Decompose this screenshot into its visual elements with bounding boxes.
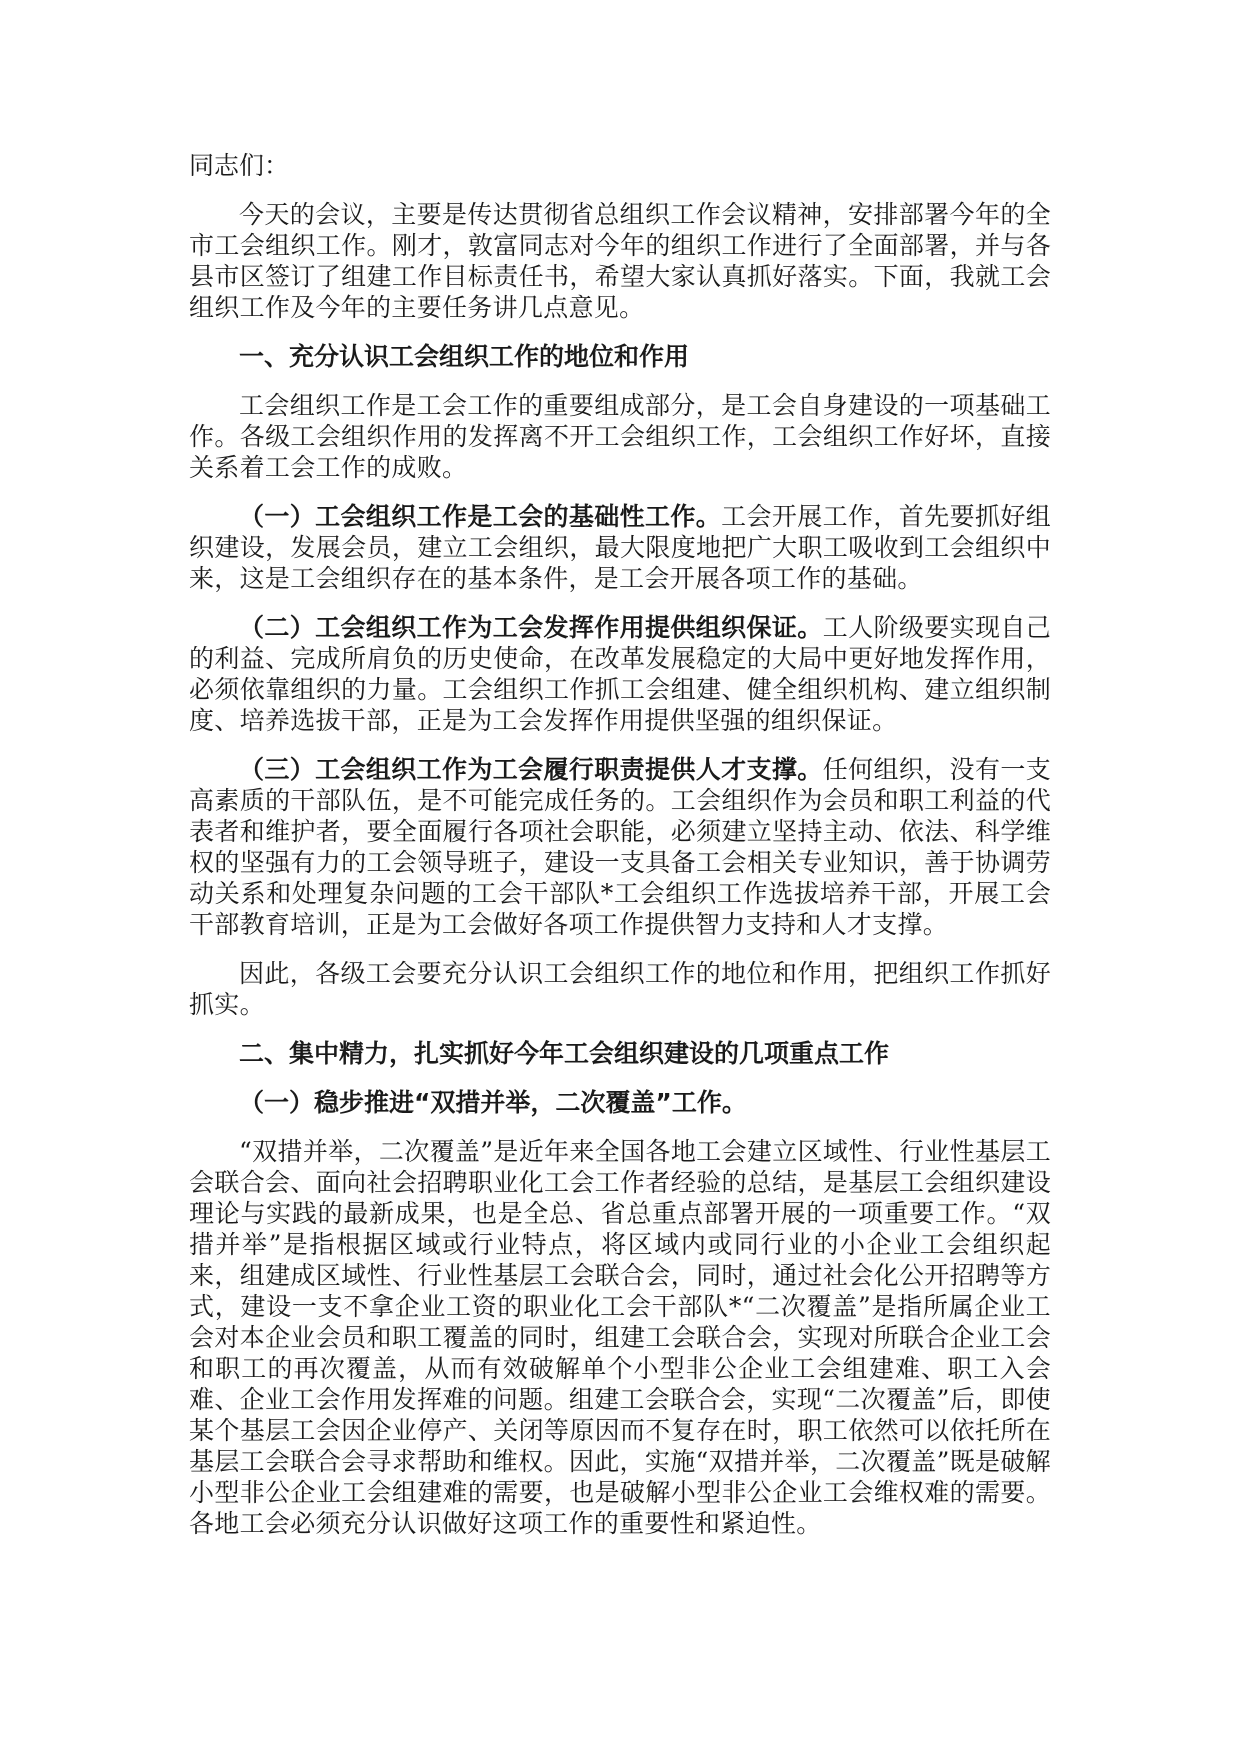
section-1-paragraph: 工会组织工作是工会工作的重要组成部分，是工会自身建设的一项基础工作。各级工会组织作用的发挥离不开工会组织工作，工会组织工作好坏，直接关系着工会工作的成败。	[189, 391, 1051, 482]
item-2-lead: （二）工会组织工作为工会发挥作用提供组织保证。	[239, 613, 823, 642]
section-2-sub-1-heading: （一）稳步推进“双措并举，二次覆盖”工作。	[239, 1088, 747, 1117]
section-1-item-3	[189, 754, 1051, 940]
section-1-heading: 一、充分认识工会组织工作的地位和作用	[239, 342, 690, 371]
document-page	[189, 150, 1051, 1557]
section-1-item-2	[189, 612, 1051, 736]
item-3-text: 任何组织，没有一支高素质的干部队伍，是不可能完成任务的。工会组织作为会员和职工利益的代表者和维护者，要全面履行各项社会职能，必须建立坚持主动、依法、科学维权的坚强有力的工会领导班子，建设一支具备工会相关专业知识，善于协调劳动关系和处理复杂问题的工会干部队*工会组织工作选拔培养干部，开展工会干部教育培训，正是为工会做好各项工作提供智力支持和人才支撑。	[189, 755, 1052, 939]
intro-paragraph: 今天的会议，主要是传达贯彻省总组织工作会议精神，安排部署今年的全市工会组织工作。刚才，敦富同志对今年的组织工作进行了全面部署，并与各县市区签订了组建工作目标责任书，希望大家认真抓好落实。下面，我就工会组织工作及今年的主要任务讲几点意见。	[189, 200, 1051, 322]
section-1-item-1	[189, 501, 1051, 594]
item-1-text: 工会开展工作，首先要抓好组织建设，发展会员，建立工会组织，最大限度地把广大职工吸收到工会组织中来，这是工会组织存在的基本条件，是工会开展各项工作的基础。	[189, 502, 1051, 593]
greeting: 同志们：	[189, 151, 290, 180]
item-3-lead: （三）工会组织工作为工会履行职责提供人才支撑。	[239, 755, 823, 784]
item-1-lead: （一）工会组织工作是工会的基础性工作。	[239, 502, 722, 531]
section-1-conclusion: 因此，各级工会要充分认识工会组织工作的地位和作用，把组织工作抓好抓实。	[189, 959, 1051, 1019]
section-2-heading: 二、集中精力，扎实抓好今年工会组织建设的几项重点工作	[239, 1039, 890, 1068]
section-2-sub-1-paragraph: “双措并举，二次覆盖”是近年来全国各地工会建立区域性、行业性基层工会联合会、面向社会招聘职业化工会工作者经验的总结，是基层工会组织建设理论与实践的最新成果，也是全总、省总重点部署开展的一项重要工作。“双措并举”是指根据区域或行业特点，将区域内或同行业的小企业工会组织起来，组建成区域性、行业性基层工会联合会，同时，通过社会化公开招聘等方式，建设一支不拿企业工资的职业化工会干部队*“二次覆盖”是指所属企业工会对本企业会员和职工覆盖的同时，组建工会联合会，实现对所联合企业工会和职工的再次覆盖，从而有效破解单个小型非公企业工会组建难、职工入会难、企业工会作用发挥难的问题。组建工会联合会，实现“二次覆盖”后，即使某个基层工会因企业停产、关闭等原因而不复存在时，职工依然可以依托所在基层工会联合会寻求帮助和维权。因此，实施“双措并举，二次覆盖”既是破解小型非公企业工会组建难的需要，也是破解小型非公企业工会维权难的需要。各地工会必须充分认识做好这项工作的重要性和紧迫性。	[189, 1137, 1051, 1538]
item-2-text: 工人阶级要实现自己的利益、完成所肩负的历史使命，在改革发展稳定的大局中更好地发挥作用，必须依靠组织的力量。工会组织工作抓工会组建、健全组织机构、建立组织制度、培养选拔干部，正是为工会发挥作用提供坚强的组织保证。	[189, 613, 1052, 735]
